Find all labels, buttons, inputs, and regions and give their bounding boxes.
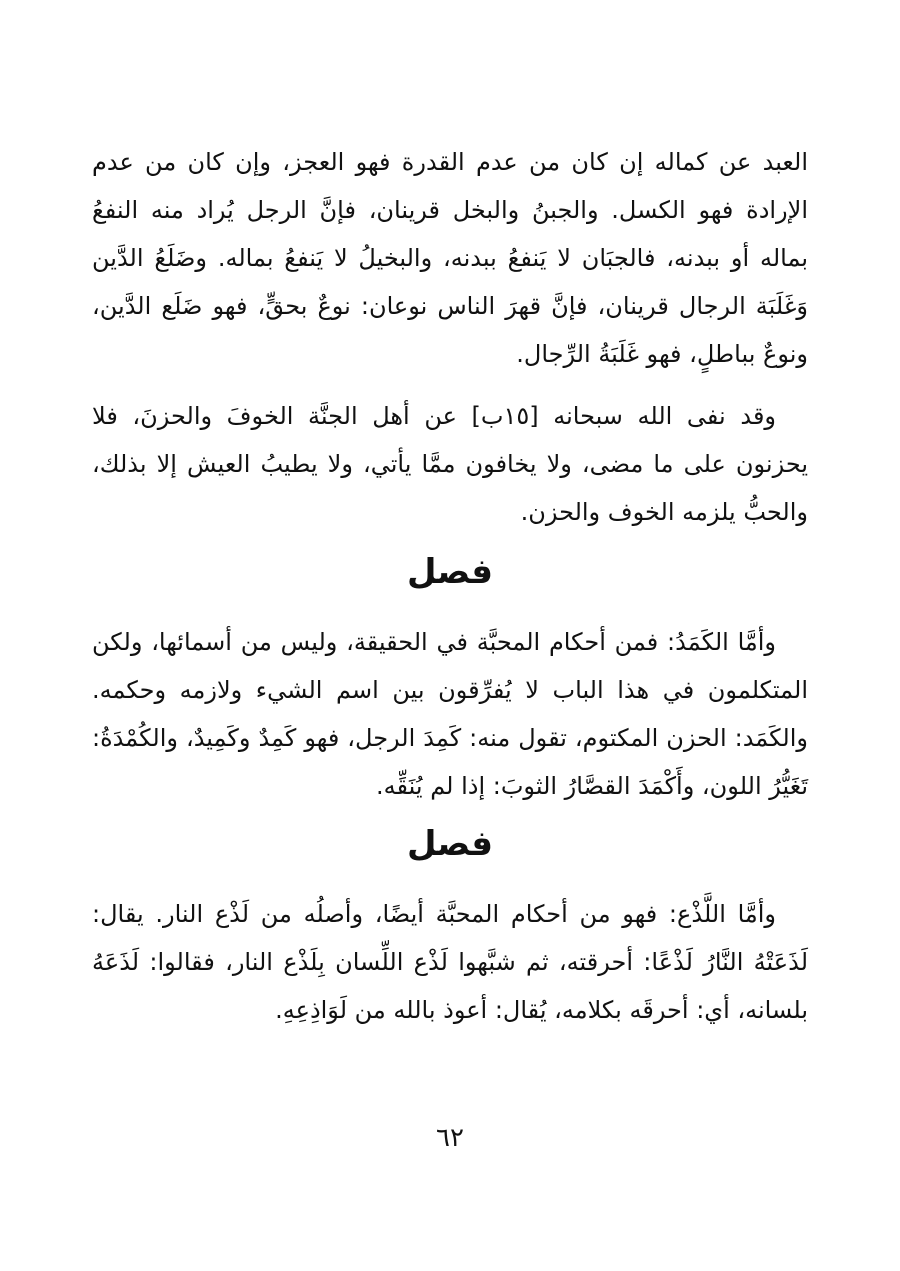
paragraph-text: وأمَّا الكَمَدُ: فمن أحكام المحبَّة في الحقيقة، وليس من أسمائها، ولكن المتكلمون في هذا الباب لا يُفرِّقون بين اسم الشيء ولازمه وحكمه. والكَمَد: الحزن المكتوم، تقول منه: كَمِدَ الرجل، فهو كَمِدٌ وكَمِيدٌ، والكُمْدَةُ: تَغَيُّرُ اللون، وأَكْمَدَ القصَّارُ الثوبَ: إذا لم يُنَقِّه. (92, 628, 808, 800)
paragraph-text: وأمَّا اللَّذْع: فهو من أحكام المحبَّة أيضًا، وأصلُه من لَذْع النار. يقال: لَذَعَتْهُ النَّارُ لَذْعًا: أحرقته، ثم شبَّهوا لَذْع اللِّسان بِلَذْع النار، فقالوا: لَذَعَهُ بلسانه، أي: أحرقَه بكلامه، يُقال: أعوذ بالله من لَوَاذِعِهِ. (92, 900, 808, 1024)
section-heading: فصل (406, 824, 494, 864)
paragraph-text: وقد نفى الله سبحانه [١٥ب] عن أهل الجنَّة الخوفَ والحزنَ، فلا يحزنون على ما مضى، ولا يخافون ممَّا يأتي، ولا يطيبُ العيش إلا بذلك، والحبُّ يلزمه الخوف والحزن. (92, 402, 808, 526)
paragraph-ladh (92, 890, 808, 1034)
paragraph-fear-and-grief (92, 392, 808, 536)
paragraph-weakness-pairs (92, 138, 808, 378)
page-number: ٦٢ (436, 1123, 464, 1153)
paragraph-kamad (92, 618, 808, 810)
section-heading: فصل (406, 552, 494, 592)
paragraph-text: العبد عن كماله إن كان من عدم القدرة فهو العجز، وإن كان من عدم الإرادة فهو الكسل. والجبنُ والبخل قرينان، فإنَّ الرجل يُراد منه النفعُ بماله أو ببدنه، فالجبَان لا يَنفعُ ببدنه، والبخيلُ لا يَنفعُ بماله. وضَلَعُ الدَّين وَغَلَبَة الرجال قرينان، فإنَّ قهرَ الناس نوعان: نوعٌ بحقٍّ، فهو ضَلَع الدَّين، ونوعٌ بباطلٍ، فهو غَلَبَةُ الرِّجال. (92, 148, 808, 368)
